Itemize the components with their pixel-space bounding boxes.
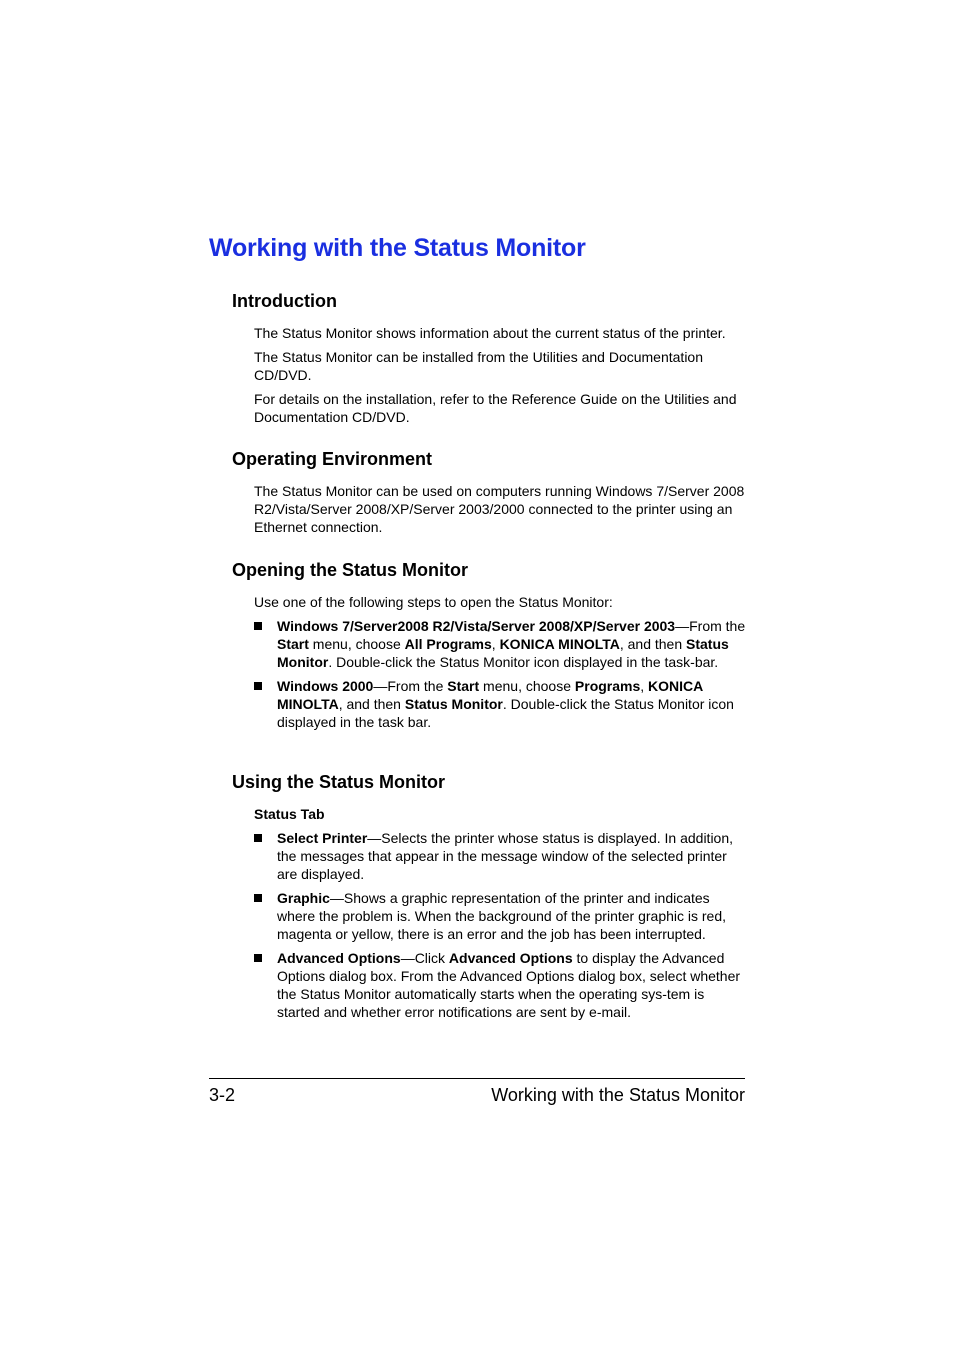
bullet-item	[277, 949, 747, 1021]
text-run: , and then	[338, 696, 405, 712]
paragraph: For details on the installation, refer to the Reference Guide on the Utilities and Documentation CD/DVD.	[254, 391, 737, 425]
bold-text-run: KONICA MINOLTA	[277, 678, 703, 712]
text-run: —Shows a graphic representation of the printer and indicates where the problem is. When the background of the printer graphic is red, magenta or yellow, there is an error and the job has been interrupted.	[277, 890, 727, 942]
text-run: ,	[491, 636, 500, 652]
page-number: 3-2	[209, 1085, 236, 1105]
section-opening-status-monitor	[232, 559, 752, 737]
text-run: ,	[640, 678, 649, 694]
bold-text-run: Advanced Options	[448, 950, 573, 966]
bullet-item	[277, 829, 747, 883]
section-heading: Opening the Status Monitor	[232, 560, 468, 580]
text-run: —From the	[373, 678, 448, 694]
page-title: Working with the Status Monitor	[209, 234, 586, 262]
bullet-item	[277, 677, 747, 731]
bold-text-run: Status Monitor	[404, 696, 503, 712]
bold-text-run: Select Printer	[277, 830, 368, 846]
bold-text-run: Windows 7/Server2008 R2/Vista/Server 2008/XP/Server 2003	[277, 618, 676, 634]
footer-divider	[209, 1078, 745, 1079]
bold-text-run: Status Monitor	[277, 636, 729, 670]
bold-text-run: Windows 2000	[277, 678, 374, 694]
square-bullet-icon	[254, 682, 262, 690]
paragraph: The Status Monitor can be installed from the Utilities and Documentation CD/DVD.	[254, 349, 704, 383]
bold-text-run: All Programs	[404, 636, 492, 652]
section-heading: Introduction	[232, 291, 337, 311]
bullet-item	[277, 889, 747, 943]
paragraph: Use one of the following steps to open the Status Monitor:	[254, 594, 613, 610]
bold-text-run: Start	[277, 636, 309, 652]
text-run: . Double-click the Status Monitor icon displayed in the task bar.	[277, 696, 734, 730]
bold-text-run: KONICA MINOLTA	[499, 636, 620, 652]
square-bullet-icon	[254, 834, 262, 842]
text-run: menu, choose	[479, 678, 575, 694]
footer-chapter-title: Working with the Status Monitor	[491, 1085, 745, 1105]
section-heading: Operating Environment	[232, 449, 433, 469]
square-bullet-icon	[254, 954, 262, 962]
text-run: menu, choose	[308, 636, 405, 652]
bold-text-run: Graphic	[277, 890, 330, 906]
text-run: to display the Advanced Options dialog box. From the Advanced Options dialog box, select whether the Status Monitor automatically starts when the operating sys-tem is started and whether error notifications are sent by e-mail.	[277, 950, 741, 1020]
section-operating-environment	[232, 448, 752, 542]
bullet-item	[277, 617, 747, 671]
section-using-status-monitor	[232, 771, 752, 1027]
paragraph: The Status Monitor can be used on computers running Windows 7/Server 2008 R2/Vista/Server 2008/XP/Server 2003/2000 connected to the printer using an Ethernet connection.	[254, 483, 745, 535]
section-introduction	[232, 290, 752, 432]
bold-text-run: Advanced Options	[277, 950, 401, 966]
subheading-status-tab: Status Tab	[254, 806, 325, 822]
square-bullet-icon	[254, 622, 262, 630]
text-run: , and then	[619, 636, 687, 652]
bold-text-run: Start	[447, 678, 480, 694]
section-heading: Using the Status Monitor	[232, 772, 445, 792]
paragraph: The Status Monitor shows information about the current status of the printer.	[254, 325, 726, 341]
square-bullet-icon	[254, 894, 262, 902]
text-run: . Double-click the Status Monitor icon displayed in the task-bar.	[328, 654, 719, 670]
text-run: —From the	[675, 618, 746, 634]
text-run: —Selects the printer whose status is displayed. In addition, the messages that appear in the message window of the selected printer are displayed.	[277, 830, 734, 882]
bold-text-run: Programs	[574, 678, 641, 694]
text-run: —Click	[400, 950, 449, 966]
